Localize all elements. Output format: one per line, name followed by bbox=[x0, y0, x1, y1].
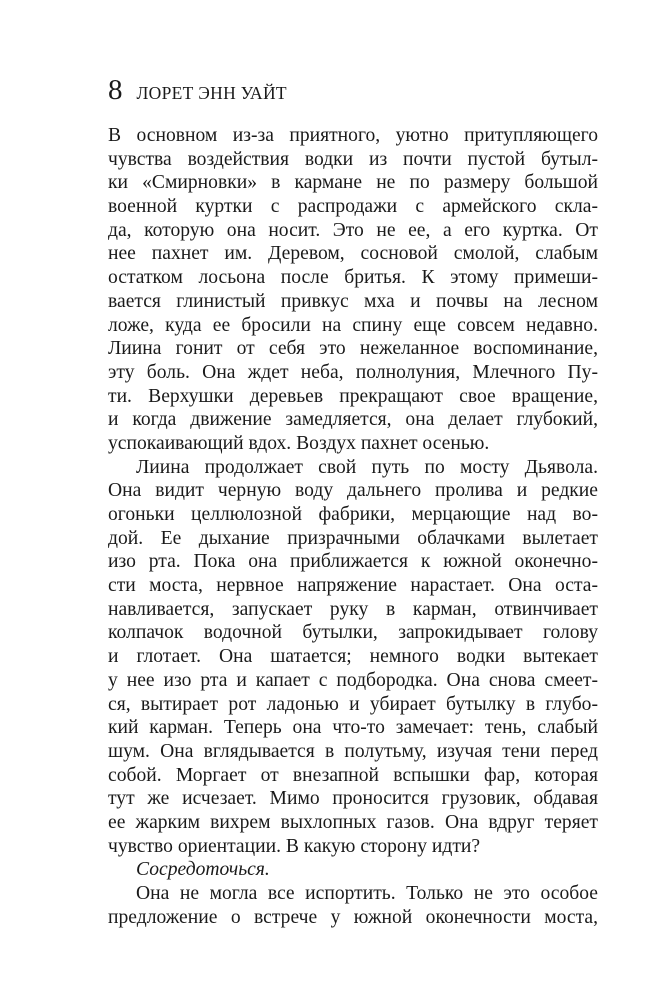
body-text bbox=[108, 124, 598, 929]
text-line: колпачок водочной бутылки, запрокидывает голову bbox=[108, 622, 598, 644]
text-line: остатком лосьона после бритья. К этому примеши- bbox=[108, 267, 598, 289]
text-line: ся, вытирает рот ладонью и убирает бутылку в глубо- bbox=[108, 693, 598, 715]
text-line: Она не могла все испортить. Только не это особое bbox=[136, 883, 598, 904]
text-line: успокаивающий вдох. Воздух пахнет осенью. bbox=[108, 432, 490, 454]
text-line: у нее изо рта и капает с подбородка. Она снова смеет- bbox=[108, 669, 598, 691]
text-line: военной куртки с распродажи с армейского скла- bbox=[108, 196, 598, 218]
text-line: нее пахнет им. Деревом, сосновой смолой, слабым bbox=[108, 243, 598, 265]
text-line: Лиина продолжает свой путь по мосту Дьявола. bbox=[136, 456, 598, 478]
text-line: Она видит черную воду дальнего пролива и редкие bbox=[108, 480, 598, 502]
text-line: тут же исчезает. Мимо проносится грузовик, обдавая bbox=[108, 788, 598, 810]
text-line: шум. Она вглядывается в полутьму, изучая тени перед bbox=[108, 740, 598, 762]
text-line: и когда движение замедляется, она делает глубокий, bbox=[108, 409, 598, 431]
page-number: 8 bbox=[108, 74, 123, 106]
running-head bbox=[108, 73, 287, 107]
text-line: В основном из-за приятного, уютно притупляющего bbox=[108, 125, 598, 146]
text-line: ложе, куда ее бросили на спину еще совсем недавно. bbox=[108, 314, 598, 336]
text-line: да, которую она носит. Это не ее, а его куртка. От bbox=[108, 219, 598, 241]
text-line: ти. Верхушки деревьев прекращают свое вращение, bbox=[108, 385, 598, 407]
text-line: предложение о встрече у южной оконечности моста, bbox=[108, 906, 598, 928]
text-line: ее жарким вихрем выхлопных газов. Она вдруг теряет bbox=[108, 811, 598, 833]
text-line: ки «Смирновки» в кармане не по размеру большой bbox=[108, 172, 598, 194]
text-line: чувство ориентации. В какую сторону идти? bbox=[108, 835, 481, 857]
text-line: собой. Моргает от внезапной вспышки фар, которая bbox=[108, 764, 598, 786]
text-line: эту боль. Она ждет неба, полнолуния, Млечного Пу- bbox=[108, 361, 598, 383]
text-line-italic: Сосредоточься. bbox=[136, 859, 270, 881]
text-line: кий карман. Теперь она что-то замечает: тень, слабый bbox=[108, 717, 598, 739]
text-line: и глотает. Она шатается; немного водки вытекает bbox=[108, 646, 598, 668]
text-line: сти моста, нервное напряжение нарастает. Она оста- bbox=[108, 575, 598, 597]
text-line: дой. Ее дыхание призрачными облачками вылетает bbox=[108, 527, 598, 549]
text-line: изо рта. Пока она приближается к южной оконечно- bbox=[108, 551, 598, 573]
text-line: огоньки целлюлозной фабрики, мерцающие над во- bbox=[108, 504, 598, 525]
text-line: чувства воздействия водки из почти пустой бутыл- bbox=[108, 148, 598, 170]
running-head-author: ЛОРЕТ ЭНН УАЙТ bbox=[136, 83, 287, 103]
text-line: навливается, запускает руку в карман, отвинчивает bbox=[108, 598, 598, 620]
text-line: Лиина гонит от себя это нежеланное воспоминание, bbox=[108, 338, 598, 360]
text-line: вается глинистый привкус мха и почвы на лесном bbox=[108, 290, 598, 312]
